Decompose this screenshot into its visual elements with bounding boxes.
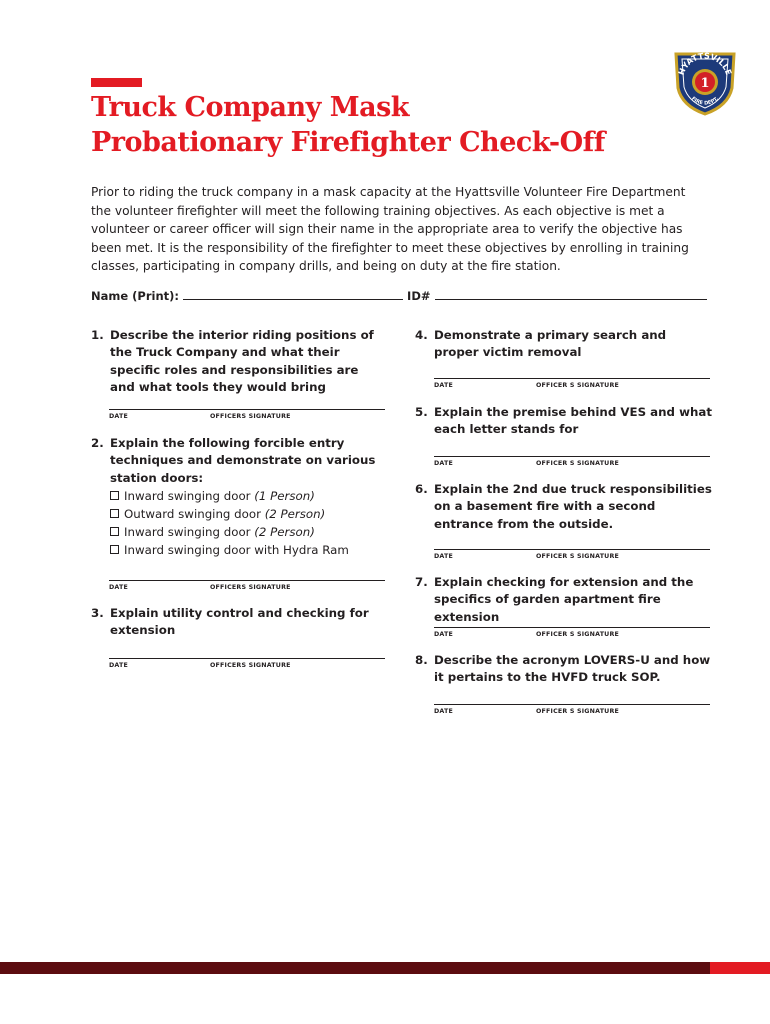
objective-number: 6. (415, 482, 428, 496)
officer-signature-label: OFFICER S SIGNATURE (536, 553, 620, 560)
signature-line-8[interactable] (434, 704, 710, 719)
objective-text: Explain the premise behind VES and what each letter stands for (434, 405, 712, 437)
officer-signature-label: OFFICER S SIGNATURE (536, 460, 620, 467)
objective-number: 5. (415, 405, 428, 419)
footer-bar-red (710, 962, 770, 974)
objective-text: Explain utility control and checking for extension (110, 606, 369, 638)
option-inward-1-person[interactable]: Inward swinging door (1 Person) (110, 487, 385, 505)
title-accent-bar (91, 78, 142, 87)
objective-number: 4. (415, 328, 428, 342)
signature-line-3[interactable] (109, 658, 385, 673)
objective-text: Explain the 2nd due truck responsibilities on a basement fire with a second entrance from the outside. (434, 482, 712, 531)
objective-text: Describe the acronym LOVERS-U and how it pertains to the HVFD truck SOP. (434, 653, 711, 685)
name-field[interactable] (183, 289, 403, 300)
signature-line-1[interactable] (109, 409, 385, 424)
date-label: DATE (434, 382, 454, 389)
id-field[interactable] (435, 289, 707, 300)
objective-text: Demonstrate a primary search and proper victim removal (434, 328, 667, 360)
checkbox-icon[interactable] (110, 545, 119, 554)
intro-paragraph: Prior to riding the truck company in a mask capacity at the Hyattsville Volunteer Fire Department the volunteer firefighter will meet the following training objectives. As each objective is met a volunteer or career officer will sign their name in the appropriate area to verify the objective has been met. It is the responsibility of the firefighter to meet these objectives by enrolling in training classes, participating in company drills, and being on duty at the fire station. (91, 185, 689, 273)
title-line-2: Probationary Firefighter Check-Off (91, 127, 605, 158)
date-label: DATE (434, 460, 454, 467)
id-label: ID# (407, 289, 431, 303)
officer-signature-label: OFFICERS SIGNATURE (210, 662, 291, 669)
hvfd-shield-logo-icon (670, 44, 740, 116)
svg-text:1: 1 (700, 76, 710, 91)
objective-text: Explain the following forcible entry techniques and demonstrate on various station doors: (110, 436, 376, 485)
checkbox-icon[interactable] (110, 509, 119, 518)
signature-line-4[interactable] (434, 378, 710, 393)
officer-signature-label: OFFICER S SIGNATURE (536, 708, 620, 715)
footer-bar-dark (0, 962, 710, 974)
page-title (91, 90, 605, 160)
date-label: DATE (109, 584, 129, 591)
door-options-list (110, 487, 385, 559)
date-label: DATE (434, 631, 454, 638)
signature-line-7[interactable] (434, 627, 710, 642)
officer-signature-label: OFFICER S SIGNATURE (536, 382, 620, 389)
name-label: Name (Print): (91, 289, 180, 303)
officer-signature-label: OFFICERS SIGNATURE (210, 413, 291, 420)
signature-line-5[interactable] (434, 456, 710, 471)
date-label: DATE (109, 413, 129, 420)
option-outward-2-person[interactable]: Outward swinging door (2 Person) (110, 505, 385, 523)
objective-number: 2. (91, 436, 104, 450)
officer-signature-label: OFFICER S SIGNATURE (536, 631, 620, 638)
logo-top-text: HYATTSVILLE (676, 51, 734, 77)
objective-text: Explain checking for extension and the specifics of garden apartment fire extension (434, 575, 694, 624)
name-id-row (91, 289, 711, 303)
option-inward-2-person[interactable]: Inward swinging door (2 Person) (110, 523, 385, 541)
option-inward-hydra-ram[interactable]: Inward swinging door with Hydra Ram (110, 541, 385, 559)
signature-line-2[interactable] (109, 580, 385, 595)
signature-line-6[interactable] (434, 549, 710, 564)
checkbox-icon[interactable] (110, 491, 119, 500)
date-label: DATE (434, 553, 454, 560)
date-label: DATE (109, 662, 129, 669)
checkbox-icon[interactable] (110, 527, 119, 536)
objective-number: 7. (415, 575, 428, 589)
objective-number: 8. (415, 653, 428, 667)
objective-text: Describe the interior riding positions of the Truck Company and what their specific roles and responsibilities are and what tools they would bring (110, 328, 374, 394)
objective-number: 1. (91, 328, 104, 342)
logo-bottom-text: FIRE DEPT. (690, 95, 720, 107)
title-line-1: Truck Company Mask (91, 92, 409, 123)
officer-signature-label: OFFICERS SIGNATURE (210, 584, 291, 591)
date-label: DATE (434, 708, 454, 715)
objective-number: 3. (91, 606, 104, 620)
